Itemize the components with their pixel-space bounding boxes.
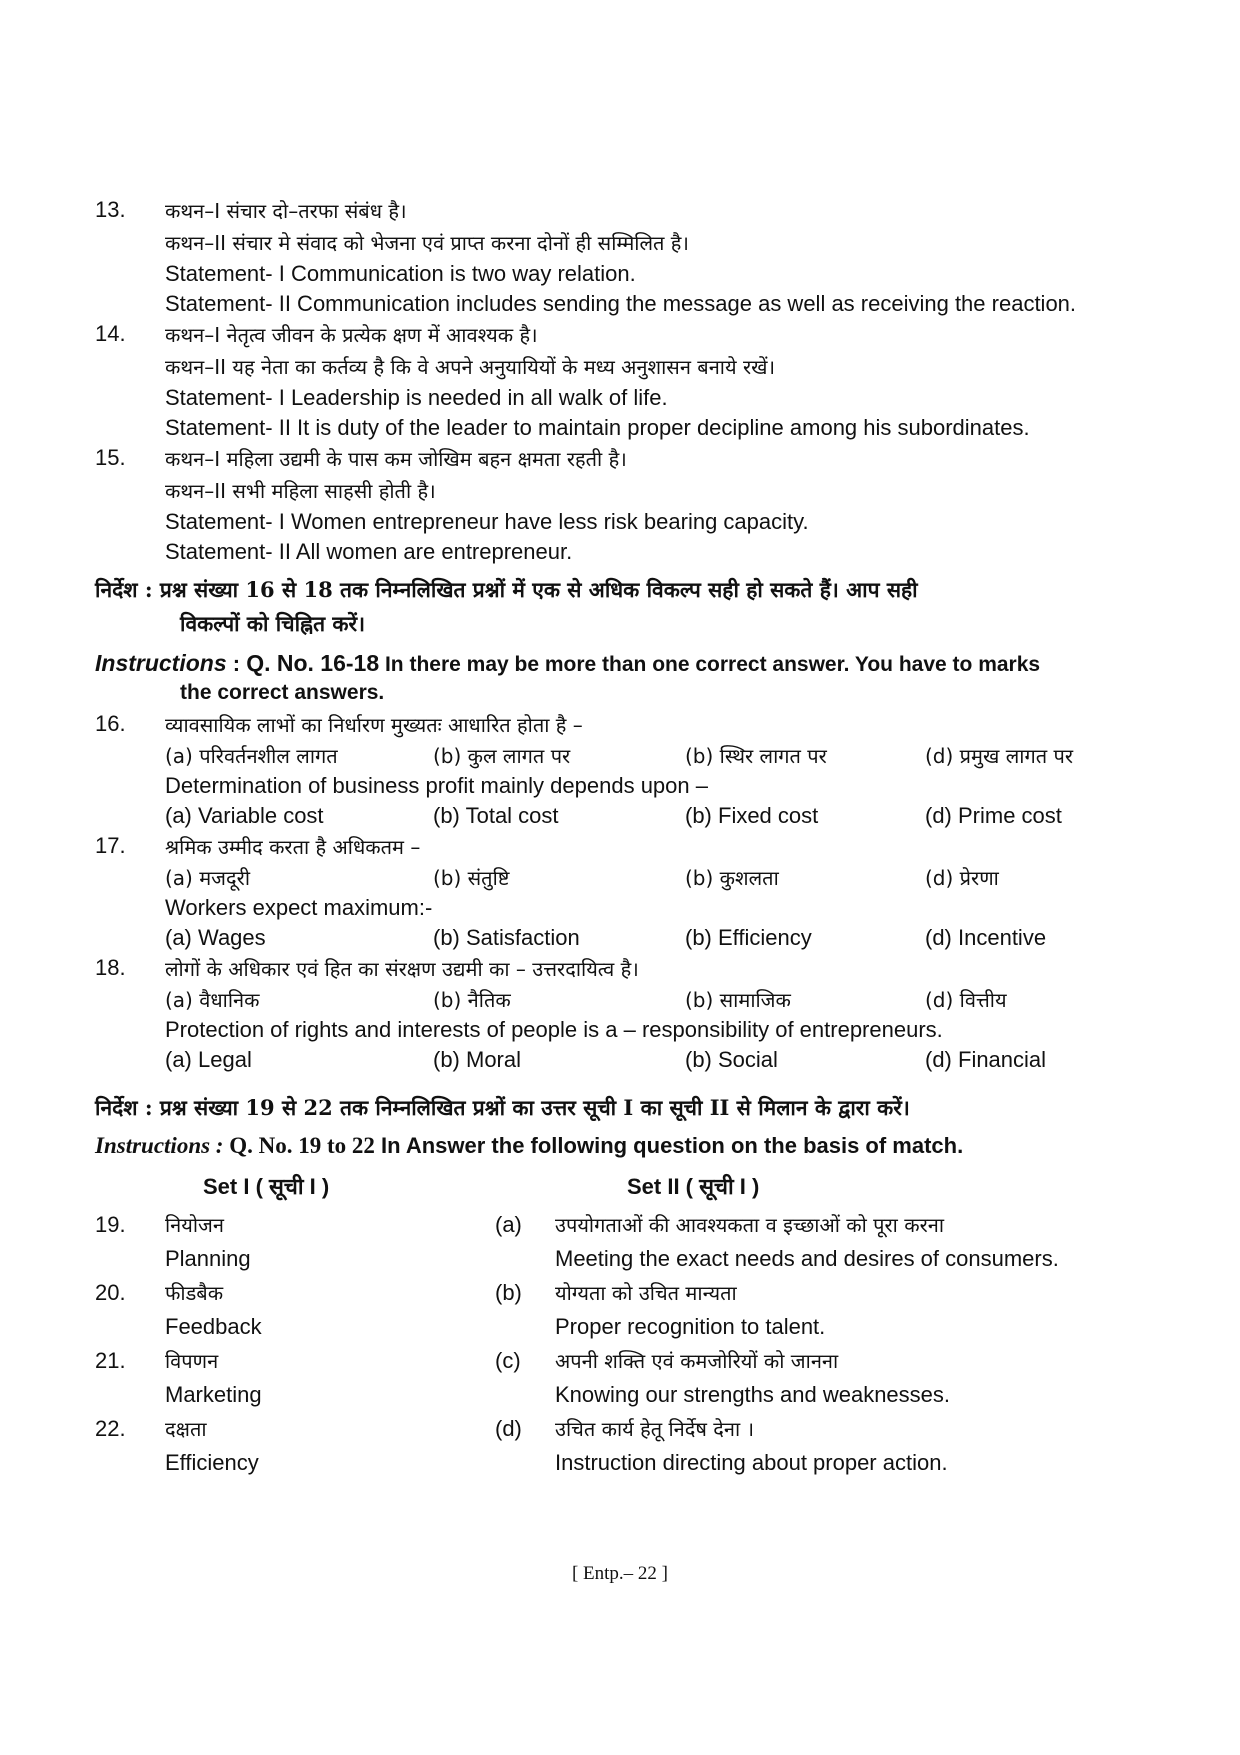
- options-english: [165, 1045, 1155, 1075]
- options-hindi: [165, 741, 1155, 771]
- instruction-text: In there may be more than one correct answer. You have to marks: [379, 653, 1041, 676]
- question-16: [95, 709, 1155, 831]
- statement-english-2: Statement- II It is duty of the leader to maintain proper decipline among his subordinates.: [165, 415, 1030, 440]
- question-number: 13.: [95, 197, 126, 222]
- option-d: (d) प्रेरणा: [925, 866, 999, 890]
- instruction-hindi-continued: विकल्पों को चिह्नित करें।: [180, 611, 366, 636]
- option-a: (a) Legal: [165, 1047, 252, 1072]
- statement-hindi-2: कथन–II संचार मे संवाद को भेजना एवं प्राप्त करना दोनों ही सम्मिलित है।: [165, 231, 690, 255]
- question-13: [95, 195, 1155, 319]
- question-number: 14.: [95, 321, 126, 346]
- question-number: 17.: [95, 833, 126, 858]
- set2-english: Instruction directing about proper action.: [555, 1450, 948, 1475]
- instruction-label: Instructions: [95, 650, 227, 676]
- question-18: [95, 953, 1155, 1075]
- match-table: [95, 1209, 1155, 1481]
- option-c: (b) Social: [685, 1047, 778, 1072]
- option-a: (a) परिवर्तनशील लागत: [165, 744, 338, 768]
- options-hindi: [165, 863, 1155, 893]
- page-footer: [ Entp.– 22 ]: [571, 1563, 669, 1584]
- option-d: (d) Financial: [925, 1047, 1047, 1072]
- question-17: [95, 831, 1155, 953]
- set2-hindi: उचित कार्य हेतू निर्देष देना ।: [555, 1417, 755, 1441]
- instruction-label: निर्देश :: [95, 1095, 153, 1120]
- question-number: 18.: [95, 955, 126, 980]
- set2-english: Proper recognition to talent.: [555, 1314, 826, 1339]
- question-hindi: व्यावसायिक लाभों का निर्धारण मुख्यतः आधारित होता है –: [165, 713, 583, 737]
- match-row-21-en: [95, 1377, 1155, 1413]
- options-hindi: [165, 985, 1155, 1015]
- question-number: 16.: [95, 711, 126, 736]
- option-b: (b) Total cost: [433, 803, 559, 828]
- options-english: [165, 801, 1155, 831]
- question-hindi: लोगों के अधिकार एवं हित का संरक्षण उद्यमी का – उत्तरदायित्व है।: [165, 957, 639, 981]
- statement-english-1: Statement- I Leadership is needed in all walk of life.: [165, 385, 668, 410]
- instruction-text: In Answer the following question on the basis of match.: [374, 1133, 964, 1158]
- match-row-21: [95, 1345, 1155, 1377]
- set1-english: Marketing: [165, 1382, 262, 1407]
- statement-hindi-1: कथन–I महिला उद्यमी के पास कम जोखिम बहन क्षमता रहती है।: [165, 447, 627, 471]
- question-number: 20.: [95, 1280, 126, 1305]
- statement-hindi-2: कथन–II यह नेता का कर्तव्य है कि वे अपने अनुयायियों के मध्य अनुशासन बनाये रखें।: [165, 355, 776, 379]
- set2-key: (b): [495, 1280, 522, 1305]
- question-range: Q. No. 19 to 22: [223, 1133, 375, 1158]
- option-b: (b) संतुष्टि: [433, 866, 510, 890]
- option-d: (d) वित्तीय: [925, 988, 1007, 1012]
- instruction-label: निर्देश :: [95, 577, 153, 602]
- exam-page: [95, 195, 1155, 1481]
- question-number: 19.: [95, 1212, 126, 1237]
- option-b: (b) Satisfaction: [433, 925, 580, 950]
- set1-english: Efficiency: [165, 1450, 259, 1475]
- instruction-text: प्रश्न संख्या 19 से 22 तक निम्नलिखित प्रश्नों का उत्तर सूची I का सूची II से मिलान के द्वारा करें।: [159, 1095, 910, 1120]
- question-hindi: श्रमिक उम्मीद करता है अधिकतम –: [165, 835, 421, 859]
- question-number: 15.: [95, 445, 126, 470]
- option-c: (b) सामाजिक: [685, 988, 791, 1012]
- option-b: (b) Moral: [433, 1047, 522, 1072]
- set-headers: [95, 1169, 1155, 1205]
- set2-hindi: उपयोगताओं की आवश्यकता व इच्छाओं को पूरा करना: [555, 1213, 945, 1237]
- option-c: (b) कुशलता: [685, 866, 779, 890]
- set1-hindi: फीडबैक: [165, 1281, 224, 1305]
- set2-key: (c): [495, 1348, 521, 1373]
- set2-english: Meeting the exact needs and desires of consumers.: [555, 1246, 1059, 1271]
- question-range: Q. No. 16-18: [246, 650, 380, 676]
- option-a: (a) Wages: [165, 925, 266, 950]
- options-english: [165, 923, 1155, 953]
- statement-english-1: Statement- I Communication is two way relation.: [165, 261, 636, 286]
- set2-key: (d): [495, 1416, 522, 1441]
- option-a: (a) वैधानिक: [165, 988, 260, 1012]
- statement-hindi-1: कथन–I संचार दो–तरफा संबंध है।: [165, 199, 407, 223]
- match-row-20-en: [95, 1309, 1155, 1345]
- option-b: (b) कुल लागत पर: [433, 744, 571, 768]
- option-d: (d) Incentive: [925, 925, 1047, 950]
- option-b: (b) नैतिक: [433, 988, 511, 1012]
- statement-english-2: Statement- II Communication includes sending the message as well as receiving the reaction.: [165, 291, 1077, 316]
- option-d: (d) प्रमुख लागत पर: [925, 744, 1074, 768]
- match-row-22-en: [95, 1445, 1155, 1481]
- set2-hindi: अपनी शक्ति एवं कमजोरियों को जानना: [555, 1349, 839, 1373]
- set2-key: (a): [495, 1212, 522, 1237]
- set-2-header: Set II ( सूची I ): [627, 1174, 760, 1199]
- set1-english: Planning: [165, 1246, 251, 1271]
- set2-hindi: योग्यता को उचित मान्यता: [555, 1281, 737, 1305]
- match-row-19: [95, 1209, 1155, 1241]
- instruction-english-continued: the correct answers.: [180, 681, 385, 704]
- statement-hindi-1: कथन–I नेतृत्व जीवन के प्रत्येक क्षण में आवश्यक है।: [165, 323, 538, 347]
- instruction-hindi-16-18: [95, 573, 1155, 607]
- question-15: [95, 443, 1155, 567]
- set1-english: Feedback: [165, 1314, 262, 1339]
- question-14: [95, 319, 1155, 443]
- statement-english-1: Statement- I Women entrepreneur have less risk bearing capacity.: [165, 509, 809, 534]
- question-english: Protection of rights and interests of people is a – responsibility of entrepreneurs.: [165, 1017, 943, 1042]
- instruction-label: Instructions :: [95, 1133, 224, 1158]
- instruction-english-16-18: [95, 647, 1155, 681]
- set-1-header: Set I ( सूची I ): [203, 1174, 330, 1199]
- statement-hindi-2: कथन–II सभी महिला साहसी होती है।: [165, 479, 436, 503]
- option-c: (b) Efficiency: [685, 925, 812, 950]
- question-english: Workers expect maximum:-: [165, 895, 433, 920]
- match-row-19-en: [95, 1241, 1155, 1277]
- set1-hindi: नियोजन: [165, 1213, 224, 1237]
- option-c: (b) Fixed cost: [685, 803, 819, 828]
- set1-hindi: दक्षता: [165, 1417, 207, 1441]
- set1-hindi: विपणन: [165, 1349, 219, 1373]
- instruction-colon: :: [226, 651, 247, 676]
- option-d: (d) Prime cost: [925, 803, 1062, 828]
- question-english: Determination of business profit mainly depends upon –: [165, 773, 708, 798]
- question-number: 21.: [95, 1348, 126, 1373]
- statement-english-2: Statement- II All women are entrepreneur.: [165, 539, 573, 564]
- match-row-22: [95, 1413, 1155, 1445]
- instruction-english-19-22: [95, 1129, 1155, 1163]
- question-number: 22.: [95, 1416, 126, 1441]
- option-a: (a) Variable cost: [165, 803, 324, 828]
- set2-english: Knowing our strengths and weaknesses.: [555, 1382, 951, 1407]
- option-c: (b) स्थिर लागत पर: [685, 744, 827, 768]
- match-row-20: [95, 1277, 1155, 1309]
- instruction-text: प्रश्न संख्या 16 से 18 तक निम्नलिखित प्रश्नों में एक से अधिक विकल्प सही हो सकते हैं। आप सही: [159, 577, 918, 602]
- instruction-hindi-19-22: [95, 1091, 1155, 1125]
- option-a: (a) मजदूरी: [165, 866, 250, 890]
